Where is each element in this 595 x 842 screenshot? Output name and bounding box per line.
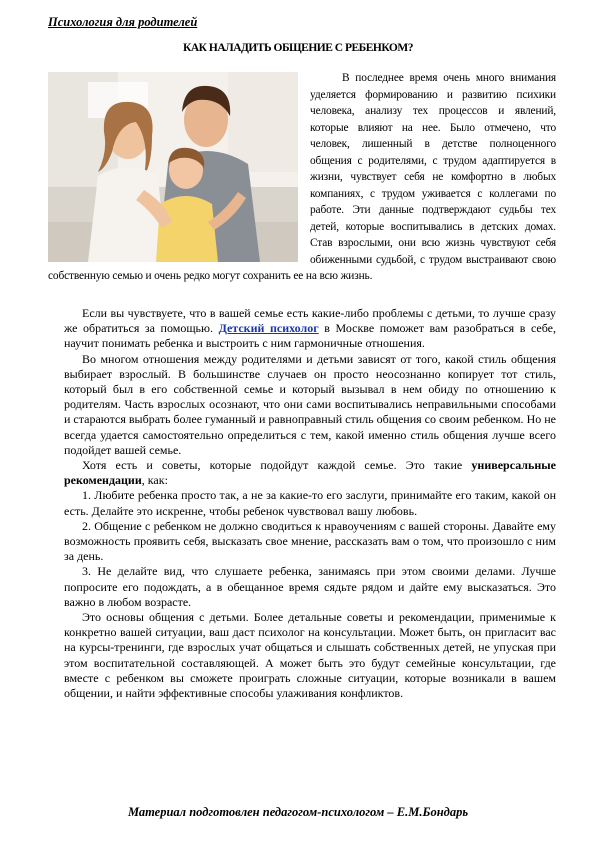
intro-paragraph: В последнее время очень много внимания уделяется формированию и развитию психики человека, анализу тех процессов и явлений, которые влияют на нее. Было отмечено, что человек, лишенный в детстве полноценного общения с родителями, с трудом адаптируется в жизни, чувствует себя не комфортно в любых компаниях, с трудом уживается с коллегами по работе. Эти данные подтверждают судьбы тех детей, которые воспитывались в детских домах. Став взрослыми, они всю жизнь чувствуют себя обиженными судьбой, с трудом выстраивают свою собственную семью и очень редко могут сохранить ее на всю жизнь. [48,72,556,282]
tip-item: 1. Любите ребенка просто так, а не за какие-то его заслуги, принимайте его таким, какой он есть. Делайте это искренне, чтобы ребенок чувствовал вашу любовь. [64,488,556,518]
paragraph-help-text: Если вы чувствуете, что в вашей семье есть какие-либо проблемы с детьми, то лучше сразу же обратиться за помощью. [64,306,556,336]
paragraph-help-text-end: в Москве поможет вам разобраться в себе, научит понимать ребенка и выстроить с ним гармоничные отношения. [64,321,557,351]
article-title: КАК НАЛАДИТЬ ОБЩЕНИЕ С РЕБЕНКОМ? [183,42,413,54]
tip-item: 3. Не делайте вид, что слушаете ребенка, занимаясь при этом своими делами. Лучше попросите его подождать, а в обещанное время сядьте рядом и дайте ему высказаться. Это важно в любом возрасте. [64,564,556,609]
paragraph-help [64,306,556,352]
family-photo [48,72,298,262]
recommendations-text: Хотя есть и советы, которые подойдут каждой семье. Это такие [82,458,472,473]
recommendations-text-end: , как: [141,473,168,488]
paragraph-conclusion: Это основы общения с детьми. Более детальные советы и рекомендации, применимые к конкретно вашей ситуации, ваш даст психолог на консультации. Может быть, он пригласит вас на курсы-тренинги, где взрослых учат общаться и слышать собственных детей, не упуская при этом воспитательной составляющей. А может быть это будут семейные консультации, где вместе с ребенком вы сможете проиграть сложные ситуации, которые возникали в вашем общении, и найти эффективные способы улаживания конфликтов. [64,610,556,701]
section-header: Психология для родителей [48,15,198,29]
tip-item: 2. Общение с ребенком не должно сводиться к нравоучениям с вашей стороны. Давайте ему возможность проявить себя, высказать свое мнение, рассказать вам о том, что произошло с ним за день. [64,518,556,564]
intro-block [48,70,556,285]
recommendations-bold: универсальные рекомендации [64,458,556,488]
paragraph-style: Во многом отношения между родителями и детьми зависят от того, какой стиль общения выбирает взрослый. В большинстве случаев он просто неосознанно копирует тот стиль, который был в его собственной семье и который вызывал в нем обиду по отношению к родителям. Часть взрослых осознают, что они сами воспитывались неправильными способами и стараются выбрать более гуманный и равноправный стиль общения со своим ребенком. Но не всегда удается самостоятельно определиться с тем, какой именно стиль общения лучше всего подойдет вашей семье. [64,351,556,457]
paragraph-recommendations [64,458,556,488]
child-psychologist-link[interactable]: Детский психолог [218,321,319,336]
author-footer: Материал подготовлен педагогом-психологом – Е.М.Бондарь [127,805,469,819]
article-body [64,306,556,701]
family-photo-illustration [48,72,298,262]
